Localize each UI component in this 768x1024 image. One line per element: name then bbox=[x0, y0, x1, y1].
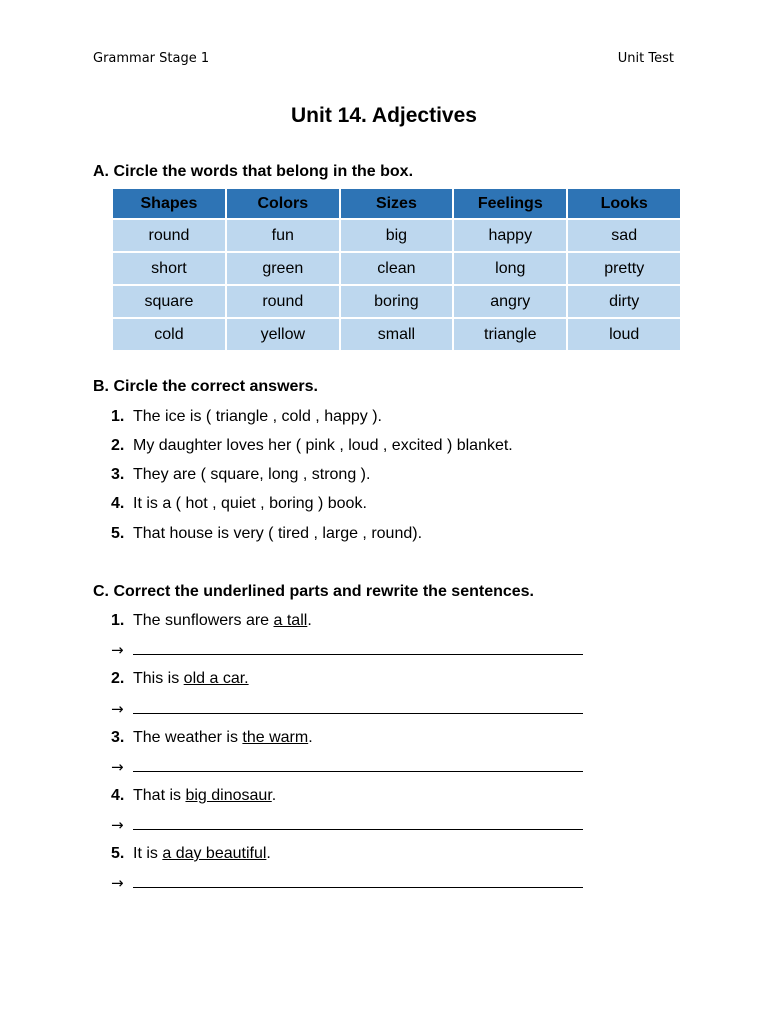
word-cell[interactable]: yellow bbox=[226, 318, 340, 351]
word-cell[interactable]: boring bbox=[340, 285, 454, 318]
question-number: 5. bbox=[111, 845, 125, 862]
word-cell[interactable]: green bbox=[226, 252, 340, 285]
sentence-start: This is bbox=[133, 670, 184, 687]
underlined-part: the warm bbox=[242, 729, 309, 746]
question-number: 3. bbox=[111, 466, 125, 483]
answer-line[interactable] bbox=[133, 653, 583, 655]
question-item bbox=[111, 612, 312, 630]
answer-line[interactable] bbox=[133, 712, 583, 714]
word-cell[interactable]: big bbox=[340, 219, 454, 252]
underlined-part: old a car. bbox=[183, 670, 249, 687]
answer-line[interactable] bbox=[133, 886, 583, 888]
word-cell[interactable]: triangle bbox=[453, 318, 567, 351]
question-item bbox=[111, 408, 382, 426]
question-text: That house is very ( tired , large , round). bbox=[133, 525, 423, 542]
answer-line[interactable] bbox=[133, 828, 583, 830]
arrow-icon: → bbox=[111, 816, 124, 834]
question-number: 5. bbox=[111, 525, 125, 542]
question-item bbox=[111, 845, 271, 863]
word-cell[interactable]: loud bbox=[567, 318, 681, 351]
arrow-icon: → bbox=[111, 700, 124, 718]
question-text: The ice is ( triangle , cold , happy ). bbox=[133, 408, 382, 425]
question-item bbox=[111, 787, 276, 805]
sentence-end: . bbox=[266, 845, 271, 862]
question-item bbox=[111, 495, 367, 513]
column-header: Colors bbox=[226, 188, 340, 219]
column-header: Looks bbox=[567, 188, 681, 219]
sentence-end: . bbox=[307, 612, 312, 629]
word-cell[interactable]: happy bbox=[453, 219, 567, 252]
table-row bbox=[112, 318, 681, 351]
arrow-icon: → bbox=[111, 758, 124, 776]
sentence-start: The weather is bbox=[133, 729, 243, 746]
question-number: 1. bbox=[111, 408, 125, 425]
underlined-part: a tall bbox=[273, 612, 308, 629]
question-number: 2. bbox=[111, 670, 125, 687]
word-cell[interactable]: dirty bbox=[567, 285, 681, 318]
column-header: Feelings bbox=[453, 188, 567, 219]
word-cell[interactable]: round bbox=[226, 285, 340, 318]
header-left: Grammar Stage 1 bbox=[93, 51, 210, 66]
arrow-icon: → bbox=[111, 641, 124, 659]
question-text: My daughter loves her ( pink , loud , excited ) blanket. bbox=[133, 437, 513, 454]
question-number: 2. bbox=[111, 437, 125, 454]
sentence-start: It is bbox=[133, 845, 163, 862]
question-item bbox=[111, 466, 370, 484]
section-c-heading: C. Correct the underlined parts and rewrite the sentences. bbox=[93, 583, 534, 600]
arrow-icon: → bbox=[111, 874, 124, 892]
underlined-part: big dinosaur bbox=[185, 787, 272, 804]
question-item bbox=[111, 525, 422, 543]
sentence-end: . bbox=[308, 729, 313, 746]
answer-line-row bbox=[111, 758, 583, 777]
answer-line[interactable] bbox=[133, 770, 583, 772]
word-cell[interactable]: small bbox=[340, 318, 454, 351]
table-row bbox=[112, 252, 681, 285]
column-header: Shapes bbox=[112, 188, 226, 219]
word-cell[interactable]: cold bbox=[112, 318, 226, 351]
word-cell[interactable]: fun bbox=[226, 219, 340, 252]
sentence-start: That is bbox=[133, 787, 186, 804]
column-header: Sizes bbox=[340, 188, 454, 219]
answer-line-row bbox=[111, 641, 583, 660]
table-row bbox=[112, 219, 681, 252]
word-cell[interactable]: sad bbox=[567, 219, 681, 252]
question-text: It is a ( hot , quiet , boring ) book. bbox=[133, 495, 367, 512]
question-number: 4. bbox=[111, 495, 125, 512]
word-cell[interactable]: clean bbox=[340, 252, 454, 285]
section-a-heading: A. Circle the words that belong in the box. bbox=[93, 163, 414, 180]
sentence-start: The sunflowers are bbox=[133, 612, 274, 629]
sentence-end: . bbox=[271, 787, 277, 804]
answer-line-row bbox=[111, 874, 583, 893]
answer-line-row bbox=[111, 700, 583, 719]
table-header-row bbox=[112, 188, 681, 219]
word-cell[interactable]: round bbox=[112, 219, 226, 252]
section-b-heading: B. Circle the correct answers. bbox=[93, 378, 318, 395]
question-item bbox=[111, 729, 313, 747]
question-item bbox=[111, 437, 513, 455]
page-title: Unit 14. Adjectives bbox=[291, 104, 477, 127]
answer-line-row bbox=[111, 816, 583, 835]
question-number: 4. bbox=[111, 787, 125, 804]
question-number: 1. bbox=[111, 612, 125, 629]
word-cell[interactable]: long bbox=[453, 252, 567, 285]
question-item bbox=[111, 670, 249, 688]
word-cell[interactable]: angry bbox=[453, 285, 567, 318]
question-number: 3. bbox=[111, 729, 125, 746]
word-cell[interactable]: short bbox=[112, 252, 226, 285]
word-cell[interactable]: pretty bbox=[567, 252, 681, 285]
question-text: They are ( square, long , strong ). bbox=[133, 466, 371, 483]
underlined-part: a day beautiful bbox=[162, 845, 267, 862]
table-row bbox=[112, 285, 681, 318]
word-cell[interactable]: square bbox=[112, 285, 226, 318]
word-box-table bbox=[111, 187, 682, 352]
header-right: Unit Test bbox=[617, 51, 674, 66]
